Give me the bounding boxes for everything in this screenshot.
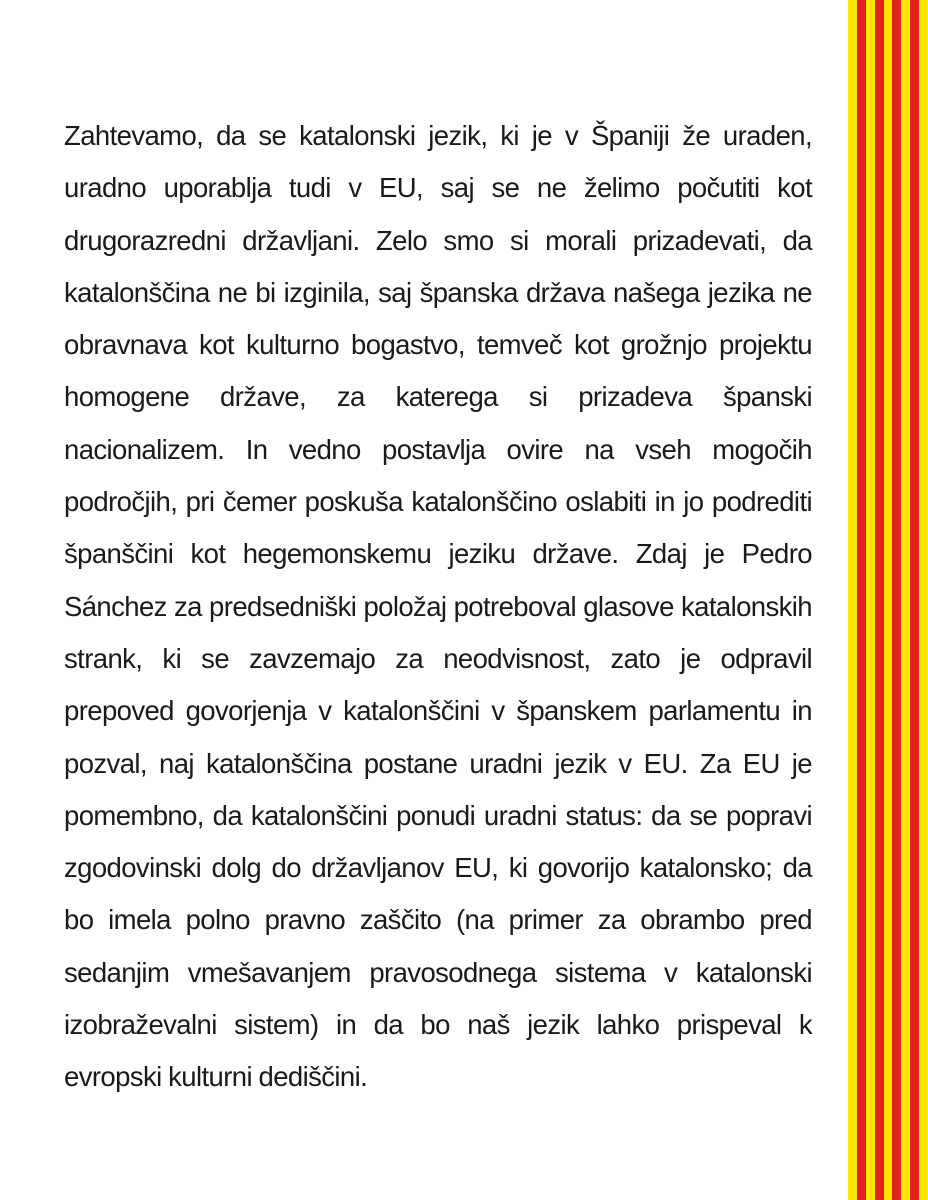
flag-stripe-red (875, 0, 884, 1200)
flag-stripe-yellow (884, 0, 893, 1200)
flag-stripe-yellow (848, 0, 857, 1200)
flag-stripe-red (892, 0, 901, 1200)
catalan-flag-stripes (848, 0, 928, 1200)
flag-stripe-red (857, 0, 866, 1200)
flag-stripe-red (910, 0, 919, 1200)
flag-stripe-yellow (919, 0, 928, 1200)
flag-stripe-yellow (866, 0, 875, 1200)
flag-stripe-yellow (901, 0, 910, 1200)
body-paragraph: Zahtevamo, da se katalonski jezik, ki je v Španiji že uraden, uradno uporablja tudi v EU, saj se ne želimo počutiti kot drugorazredni državljani. Zelo smo si morali prizadevati, da katalonščina ne bi izginila, saj španska država našega jezika ne obravnava kot kulturno bogastvo, temveč kot grožnjo projektu homogene države, za katerega si prizadeva španski nacionalizem. In vedno postavlja ovire na vseh mogočih področjih, pri čemer poskuša katalonščino oslabiti in jo podrediti španščini kot hegemonskemu jeziku države. Zdaj je Pedro Sánchez za predsedniški položaj potreboval glasove katalonskih strank, ki se zavzemajo za neodvisnost, zato je odpravil prepoved govorjenja v katalonščini v španskem parlamentu in pozval, naj katalonščina postane uradni jezik v EU. Za EU je pomembno, da katalonščini ponudi uradni status: da se popravi zgodovinski dolg do državljanov EU, ki govorijo katalonsko; da bo imela polno pravno zaščito (na primer za obrambo pred sedanjim vmešavanjem pravosodnega sistema v katalonski izobraževalni sistem) in da bo naš jezik lahko prispeval k evropski kulturni dediščini. (64, 120, 812, 1093)
